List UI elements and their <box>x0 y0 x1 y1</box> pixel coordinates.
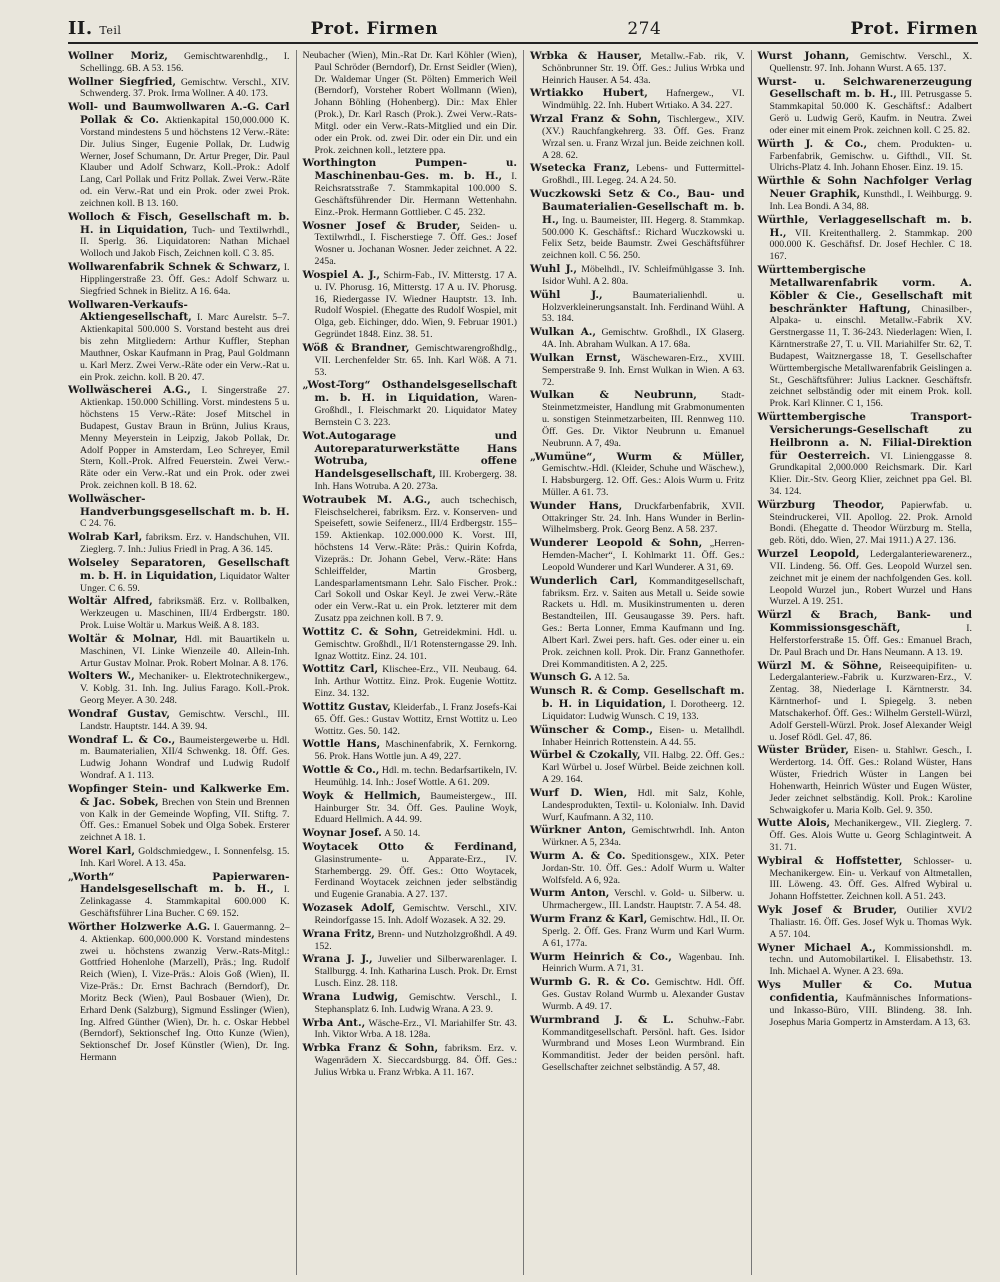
entry-details: Hafnergew., VI. Windmühlg. 22. Inh. Hubert Wrtiako. A 34. 227. <box>542 88 745 112</box>
directory-entry <box>758 264 973 410</box>
directory-entry <box>530 113 745 161</box>
directory-entry <box>530 749 745 785</box>
directory-entry <box>758 904 973 940</box>
page-number: 274 <box>627 19 662 39</box>
directory-entry <box>530 263 745 288</box>
firm-name: Wondraf L. & Co., <box>68 733 176 746</box>
entry-details: C 24. 76. <box>80 518 116 530</box>
entry-details: Schlosser- u. Mechanikergew. Ein- u. Verkauf von Altmetallen, III. Löweng. 43. Öff. Ges. Alfred Wybiral u. Johann Hoffstetter. Zeichnen koll. A 51. 243. <box>769 855 973 903</box>
firm-name: Wottitz Carl, <box>302 663 378 676</box>
entry-details: VI. Linienggasse 8. Grundkapital 2,000.000 Reichsmark. Dir. Karl Klier. Dir.-Stv. Georg Klier, zeichnet ppa Gel. Bl. 34. 124. <box>769 450 972 497</box>
entry-details: Klischee-Erz., VII. Neubaug. 64. Inh. Arthur Wottitz. Einz. Prok. Eugenie Wottitz. Einz. 34. 132. <box>314 664 517 700</box>
directory-entry <box>758 175 973 212</box>
entry-details: Gemischtwrhdl. Inh. Anton Würkner. A 5, 234a. <box>542 825 745 849</box>
directory-entry <box>758 744 973 816</box>
directory-entry <box>530 389 745 449</box>
directory-entry <box>68 384 290 491</box>
entry-details: Brenn- und Nutzholzgroßhdl. A 49. 152. <box>314 928 517 952</box>
directory-entry <box>530 887 745 912</box>
firm-name: Wuhl J., <box>530 263 577 276</box>
entry-details: Brechen von Stein und Brennen von Kalk in der Gemeinde Wopfing, VII. Stiftg. 7. Öff. Ges.: Emanuel Sobek und Olga Sobek. Ersterer zeichnet A 18. 1. <box>80 796 290 844</box>
entry-details: Gemischtw. Verschl., XIV. Schwenderg. 37. Prok. Irma Wollner. A 40. 173. <box>80 76 290 100</box>
entry-details: Gemischtw. Verschl., XIV. Reindorfgasse 15. Inh. Adolf Wozasek. A 32. 29. <box>314 903 517 926</box>
directory-entry <box>530 575 745 671</box>
entry-details: Schuhw.-Fabr. Kommanditgesellschaft. Persönl. haft. Ges. Isidor Wurmbrand und Moses Leon Wurmbrand. Ein Kommanditist. Jeder der beiden persönl. haft. Gesellschafter zeichnet selbständig. A 57, 48. <box>542 1014 745 1074</box>
directory-entry <box>758 50 973 75</box>
entry-details: Gemischtw. Hdl., II. Or. Sperlg. 2. Öff. Ges. Franz Wurm und Karl Wurm. A 61, 177a. <box>542 914 745 949</box>
entry-details: Gemischtw. Verschl., I. Stephansplatz 6. Inh. Ludwig Wrana. A 23. 9. <box>314 991 517 1015</box>
directory-entry <box>68 531 290 556</box>
directory-entry <box>758 979 973 1028</box>
directory-entry <box>303 50 518 156</box>
directory-entry <box>530 451 745 499</box>
firm-name: „Wost-Torg“ Osthandelsgesellschaft m. b. H. in Liquidation, <box>302 379 517 405</box>
entry-details: I. Dorotheerg. 12. Liquidator: Ludwig Wunsch. C 19, 133. <box>542 699 745 722</box>
entry-details: Hdl. m. techn. Bedarfsartikeln, IV. Heumühlg. 14. Inh.: Josef Wottle. A 61. 209. <box>314 765 518 788</box>
entry-details: auch tschechisch, Fleischselcherei, fabriksm. Erz. v. Konserven- und Speisefett, sowie Seifenerz., III/4 Erdbergstr. 155–159. Aktienkap. 102.000.000 K. Vorst. III, höchstens 14 Verw.-Räte: Präs.: Quirin Kofrda, Vizepräs.: Dr. Johann Gebel, Verw.-Räte: Hans Schleiffelder, Martin Grosberg, Landesparlamentsmann Lehr. Salo Fischer. Prok.: Carl Sokoll und Oskar Keyl. Je zwei Verw.-Räte oder ein Verw.-Rat u. ein Prok. letzterer mit dem Zusatz ppa zeichnen koll. B 7. 9. <box>314 494 517 625</box>
directory-entry <box>303 738 518 763</box>
directory-entry <box>303 841 518 901</box>
firm-name: Wolters W., <box>68 670 135 683</box>
firm-name: Würkner Anton, <box>530 824 627 837</box>
section-title-left: Prot. Firmen <box>310 19 439 39</box>
firm-name: Würthle, Verlaggesellschaft m. b. H., <box>757 213 972 239</box>
firm-name: Wünscher & Comp., <box>530 723 653 736</box>
entry-details: Metallw.-Fab. rik, V. Schönbrunner Str. 19. Öff. Ges.: Julius Wrbka und Heinrich Hauser. A 54. 43a. <box>542 51 745 86</box>
entry-details: Maschinenfabrik, X. Fernkorng. 56. Prok. Hans Wottle jun. A 49, 227. <box>314 739 518 763</box>
entry-details: I. Hipplingerstraße 23. Öff. Ges.: Adolf Schwarz u. Siegfried Schnek in Bielitz. A 16. 64a. <box>80 262 290 297</box>
entry-details: Kleiderfab., I. Franz Josefs-Kai 65. Öff. Ges.: Gustav Wottitz, Ernst Wottitz u. Leo Wottitz. Ges. 50. 142. <box>314 701 518 737</box>
directory-entry <box>758 138 973 174</box>
entry-details: Baumeistergew., III. Hainburger Str. 34. Öff. Ges. Pauline Woyk, Eduard Hellmich. A 44. 99. <box>314 790 518 826</box>
directory-entry <box>530 162 745 187</box>
firm-name: Wyner Michael A., <box>757 941 876 954</box>
directory-entry <box>530 500 745 536</box>
directory-entry <box>530 326 745 351</box>
firm-name: Wollwäscherei A.G., <box>68 384 191 397</box>
columns-container <box>68 50 978 1275</box>
directory-entry <box>530 352 745 388</box>
firm-name: Wutte Alois, <box>757 817 831 830</box>
directory-entry <box>758 942 973 978</box>
entry-details: Wagenbau. Inh. Heinrich Wurm. A 71, 31. <box>542 951 745 975</box>
directory-entry <box>68 261 290 297</box>
entry-details: A 50. 14. <box>384 828 421 840</box>
firm-name: Woltär & Molnar, <box>68 632 178 645</box>
directory-entry <box>303 928 518 953</box>
entry-details: Glasinstrumente- u. Apparate-Erz., IV. Starhembergg. 29. Öff. Ges.: Otto Woytacek, Ferdinand Woytacek zeichnen jeder selbständig und Eugenie Granabia. A 27. 137. <box>314 853 517 901</box>
directory-entry <box>303 790 518 826</box>
entry-details: Wäschewaren-Erz., XVIII. Semperstraße 9. Inh. Ernst Wulkan in Wien. A 63. 72. <box>542 352 745 388</box>
entry-details: Waren-Großhdl., I. Fleischmarkt 20. Liquidator Matey Bernstein C 3. 223. <box>314 393 517 428</box>
directory-entry <box>758 548 973 608</box>
entry-details: Eisen- u. Stahlwr. Gesch., I. Werdertorg. 14. Öff. Ges.: Roland Wüster, Hans Wüster, Friedrich Wüster in Langen bei Hohenwarth, Heinrich Wüster und Eugen Wüster, Jeder zeichnet selbständig. Koll. Prok.: Karoline Schwaigkofer u. Maria Kolb. Gel. 9. 350. <box>769 745 972 816</box>
firm-name: Wybiral & Hoffstetter, <box>757 854 903 867</box>
directory-entry <box>530 724 745 749</box>
firm-name: Wottle Hans, <box>302 738 381 751</box>
entry-details: Hdl. mit Bauartikeln u. Maschinen, VI. Linke Wienzeile 40. Allein-Inh. Artur Gustav Molnar. Prok. Robert Molnar. A 8. 176. <box>80 633 290 669</box>
firm-name: Wolrab Karl, <box>68 531 143 544</box>
firm-name: Würzburg Theodor, <box>757 498 885 511</box>
directory-entry <box>530 913 745 949</box>
firm-name: Wurst- u. Selchwarenerzeugung Gesellschaft m. b. H., <box>757 75 972 101</box>
entry-details: Tuch- und Textilwrhdl., II. Sperlg. 36. Liquidatoren: Nathan Michael Wolloch und Jakob Fisch, Zeichnen koll. C 3. 85. <box>80 224 290 260</box>
entry-details: Baumeistergewerbe u. Hdl. m. Baumaterialien, XII/4 Schwenkg. 18. Öff. Ges. Ludwig Johann Wondraf und Ludwig Rudolf Wondraf. A 1. 113. <box>80 734 290 782</box>
entry-details: Verschl. v. Gold- u. Silberw. u. Uhrmachergew., III. Landstr. Hauptstr. 7. A 54. 48. <box>542 888 745 912</box>
directory-entry <box>530 976 745 1012</box>
firm-name: Wörther Holzwerke A.G. <box>68 920 211 933</box>
entry-details: chem. Produkten- u. Farbenfabrik, Gemischw. u. Gifthdl., VII. St. Ulrichs-Platz 4. Inh. Johann Ehoser. Einz. 19. 15. <box>769 138 972 174</box>
firm-name: Wyk Josef & Bruder, <box>757 904 897 917</box>
firm-name: Wollwäscher-Handverbungsgesellschaft m. b. H. <box>68 492 290 518</box>
column-3 <box>523 50 751 1275</box>
volume-label: II. Teil <box>68 18 122 39</box>
entry-details: Wäsche-Erz., VI. Mariahilfer Str. 43. Inh. Viktor Wrba. A 18. 128a. <box>314 1017 517 1041</box>
firm-name: Wühl J., <box>530 288 603 301</box>
directory-entry <box>758 817 973 853</box>
firm-name: Worel Karl, <box>68 845 135 857</box>
directory-entry <box>303 379 518 428</box>
firm-name: Woll- und Baumwollwaren A.-G. Carl Pollak & Co. <box>68 101 290 127</box>
firm-name: Wurm Franz & Karl, <box>530 913 648 926</box>
entry-details: Neubacher (Wien), Min.-Rat Dr. Karl Köhler (Wien), Paul Schröder (Berndorf), Dr. Ernst Seidler (Wien), Dr. Waldemar Unger (St. Pölten) Emmerich Weil (Berndorf), Vorsteher Robert Wollmann (Wien), Johann Böhling (Hohenberg). Dir.: Max Ehler (Prok.), Dr. Karl Rasch (Prok.). Zwei Verw.-Rats-Mitgl. oder ein Verw.-Rats-Mitglied und ein Dir. oder ein Prok. od. zwei Dir. oder ein Dir. und ein Prok. zeichnen koll., letztere ppa. <box>302 50 517 156</box>
entry-details: Juwelier und Silberwarenlager. I. Stallburgg. 4. Inh. Katharina Lusch. Prok. Dr. Ernst Lusch. Einz. 28. 118. <box>314 954 517 990</box>
directory-entry <box>303 953 518 989</box>
entry-details: Stadt-Steinmetzmeister, Handlung mit Grabmonumenten u. sonstigen Steinmetzarbeiten, III. Rennweg 110. Öff. Ges. Dr. Viktor Neubrunn u. Emanuel Neubrunn. A 7, 49a. <box>542 390 745 449</box>
firm-name: Wuczkowski Setz & Co., Bau- und Baumaterialien-Gesellschaft m. b. H., <box>530 188 745 226</box>
directory-entry <box>303 764 518 789</box>
entry-details: III. Petrusgasse 5. Stammkapital 50.000 K. Geschäftsf.: Adalbert Gerö u. Ludwig Gerö, Kaufm. in Neutra. Zwei oder einer mit einem Prok. zeichnen koll. C 25. 82. <box>769 89 972 136</box>
entry-details: Ing. u. Baumeister, III. Hegerg. 8. Stammkap. 500.000 K. Geschäftsf.: Richard Wuczkowski u. Felix Setz, beide Baumstr. Zwei Geschäftsführer zeichnen koll. C 56. 250. <box>542 214 745 262</box>
firm-name: Woytacek Otto & Ferdinand, <box>302 841 517 853</box>
firm-name: Wrzal Franz & Sohn, <box>530 113 662 126</box>
directory-entry <box>303 663 518 699</box>
directory-entry <box>758 76 973 137</box>
firm-name: Wollwarenfabrik Schnek & Schwarz, <box>68 261 281 274</box>
entry-details: Seiden- u. Textilwrhdl., I. Fischerstiege 7. Öff. Ges.: Josef Wosner u. Jochanan Wosner. Jeder zeichnet. A 22. 245a. <box>314 220 517 268</box>
directory-entry <box>530 289 745 325</box>
firm-name: Württembergische Metallwarenfabrik vorm. A. Köbler & Cie., Gesellschaft mit beschränkter Haftung, <box>757 264 972 315</box>
directory-entry <box>758 660 973 744</box>
entry-details: Hdl. mit Salz, Kohle, Landesprodukten, Textil- u. Kolonialw. Inh. David Wurf, Kaufmann. A 32, 110. <box>542 787 745 823</box>
firm-name: Wunsch G. <box>530 671 592 684</box>
directory-entry <box>303 220 518 268</box>
firm-name: Wospiel A. J., <box>302 268 381 281</box>
firm-name: Wurzel Leopold, <box>757 548 860 561</box>
firm-name: Wottle & Co., <box>302 764 380 777</box>
firm-name: Wottitz C. & Sohn, <box>302 625 418 638</box>
firm-name: Wrbka Franz & Sohn, <box>302 1042 439 1055</box>
firm-name: Wopfinger Stein- und Kalkwerke Em. & Jac. Sobek, <box>68 782 290 808</box>
directory-entry <box>68 557 290 594</box>
entry-details: I. Reichsratsstraße 7. Stammkapital 100.000 S. Geschäftsführender Dir. Hermann Wettenhahn. Einz.-Prok. Hermann Gottlieber. C 45. 232. <box>314 171 517 218</box>
directory-entry <box>303 494 518 625</box>
directory-entry <box>530 824 745 849</box>
directory-entry <box>303 701 518 737</box>
entry-details: Outilier XVI/2 Thaliastr. 16. Öff. Ges. Josef Wyk u. Thomas Wyk. A 57. 104. <box>769 905 973 940</box>
entry-details: Gemischtw. Großhdl., IX Glaserg. 4A. Inh. Abraham Wulkan. A 17. 68a. <box>542 327 745 351</box>
column-1 <box>68 50 296 1275</box>
firm-name: „Worth“ Papierwaren-Handelsgesellschaft m. b. H., <box>68 870 290 896</box>
directory-entry <box>758 609 973 658</box>
entry-details: Reiseequipifiten- u. Ledergalanteriew.-Fabrik u. Kurzwaren-Erz., V. Zentag. 38, Niederlage I. Kärntnerstr. 34. Kärntnerhof- und I. Spiegelg. 3. neben Matschakerhof. Öff. Ges.: Wilhelm Gerstell-Würzl, Adolf Gerstell-Würzl. Prok. Josef Alexander Weigl u. Josef Rödl. Gel. 47, 86. <box>769 660 973 743</box>
firm-name: Wrana Ludwig, <box>302 990 399 1003</box>
firm-name: Wurmbrand J. & L. <box>530 1013 674 1026</box>
entry-details: Speditionsgew., XIX. Peter Jordan-Str. 10. Öff. Ges.: Adolf Wurm u. Walter Wolfsfeld. A 6, 92a. <box>542 851 745 886</box>
firm-name: Wollwaren-Verkaufs-Aktiengesellschaft, <box>68 298 192 324</box>
firm-name: Wurm Anton, <box>530 887 610 900</box>
firm-name: Würzl M. & Söhne, <box>757 659 883 672</box>
firm-name: Wollner Moriz, <box>68 50 168 62</box>
page-header <box>68 18 978 44</box>
entry-details: Chinasilber-, Alpaka- u. einschl. Metallw.-Fabrik XV. Gerstnergasse 11, T. 36-243. Niederlagen: Wien, I. Kärntnerstraße 27, T. u. VII. Mariahilfer Str. 62, T. Budapest, Waitznergasse 18, T. Gesellschafter Württembergische Metallwarenfabrik Geislingen a. St., Geschäftsführer: Julius Lackner. Geschäftsfr. zeichnet selbständig oder mit einem Prok. koll. Prok. Karl Klinner. C 1, 156. <box>769 303 972 410</box>
firm-name: Woynar Josef. <box>302 827 382 840</box>
firm-name: Wot.Autogarage und Autoreparaturwerkstätte Hans Wotruba, offene Handelsgesellschaft, <box>302 429 517 481</box>
firm-name: Wunderer Leopold & Sohn, <box>530 537 703 550</box>
entry-details: Eisen- u. Metallhdl. Inhaber Heinrich Rottenstein. A 44. 55. <box>542 724 745 748</box>
firm-name: Würth J. & Co., <box>757 137 868 150</box>
firm-name: Wolloch & Fisch, Gesellschaft m. b. H. in Liquidation, <box>68 210 290 236</box>
firm-name: Wrba Ant., <box>302 1016 366 1029</box>
firm-name: Wöß & Brandner, <box>302 341 410 354</box>
entry-details: Tischlergew., XIV. (XV.) Rauchfangkehrerg. 33. Öff. Ges. Franz Wrzal sen. u. Franz Wrzal jun. Beide zeichnen koll. A 28. 62. <box>542 114 745 161</box>
entry-details: Liquidator Walter Unger. C 6. 59. <box>80 570 290 594</box>
entry-details: Gemischtw. Verschl., X. Quellenstr. 97. Inh. Johann Wurst. A 65. 137. <box>769 51 973 74</box>
entry-details: VII. Halbg. 22. Öff. Ges.: Karl Würbel u. Josef Würbel. Beide zeichnen koll. A 29. 164. <box>542 750 745 786</box>
entry-details: Gemischtw. Verschl., III. Landstr. Hauptstr. 144. A 39. 94. <box>80 708 290 732</box>
entry-details: I. Gauermanng. 2–4. Aktienkap. 600,000.000 K. Vorstand mindestens zwei u. höchstens zwanzig Verw.-Rats-Mitgl.: Gottfried Hohenlohe (Marzell), Präs.; Ing. Rudolf Reich (Wien), I. Vize-Präs.: Alois Goß (Wien), II. Vize-Präs.: Dr. Ernst Bachrach (Berndorf), Dr. Moritz Beck (Wien), Paul Bosbauer (Wien), Dr. Erhard Denk (Salzburg), Sigmund Esslinger (Wien), Ing. Alfred Günther (Wien), Dr. h. c. Oskar Hebbel (Berndorf), Sektionschef Ing. Otto Kunze (Wien), Sektionschef Dr. Josef Künstler (Wien), Dr. Ing. Hermann <box>80 921 290 1064</box>
entry-details: fabriksm. Erz. v. Wagenrädern X. Sieccardsburgg. 84. Öff. Ges.: Julius Wrbka u. Franz Wrbka. A 11. 167. <box>314 1043 518 1078</box>
directory-entry <box>68 595 290 631</box>
entry-details: Baumaterialienhdl. u. Holzverkleinerungsanstalt. Inh. Ferdinand Wühl. A 53. 184. <box>542 289 745 325</box>
firm-name: Wulkan Ernst, <box>530 351 621 364</box>
directory-entry <box>303 157 518 218</box>
directory-entry <box>303 1042 518 1078</box>
entry-details: Lebens- und Futtermittel-Großhdl., III. Legeg. 24. A 24. 50. <box>542 163 745 187</box>
directory-entry <box>68 871 290 920</box>
firm-name: Wotraubek M. A.G., <box>302 493 431 506</box>
directory-entry <box>758 855 973 903</box>
firm-name: Wottitz Gustav, <box>302 700 391 713</box>
section-title-right: Prot. Firmen <box>850 19 978 39</box>
firm-name: Wunder Hans, <box>530 499 623 512</box>
entry-details: fabriksmäß. Erz. v. Rollbalken, Werkzeugen u. Maschinen, III/4 Erdbergstr. 180. Prok. Luise Woltär u. Markus Weiß. A 8. 183. <box>80 596 290 632</box>
entry-details: Druckfarbenfabrik, XVII. Ottakringer Str. 24. Inh. Hans Wunder in Berlin-Wilhelmsberg. Prok. Georg Benz. A 58. 237. <box>542 500 745 536</box>
entry-details: Kunsthdl., I. Weihburgg. 9. Inh. Lea Bondi. A 34, 88. <box>769 189 973 212</box>
directory-entry <box>303 991 518 1016</box>
firm-name: Wsetecka Franz, <box>530 162 630 175</box>
entry-details: Gemischtw. Hdl. Öff. Ges. Gustav Roland Wurmb u. Alexander Gustav Wurmb. A 49. 17. <box>542 977 745 1012</box>
directory-entry <box>68 50 290 75</box>
directory-entry <box>530 537 745 573</box>
entry-details: Mechanikergew., VII. Zieglerg. 7. Öff. Ges. Alois Wutte u. Georg Schlagintweit. A 31. 71. <box>769 818 973 853</box>
firm-name: Wolseley Separatoren, Gesellschaft m. b. H. in Liquidation, <box>68 556 290 582</box>
directory-entry <box>530 850 745 886</box>
firm-name: Wurf D. Wien, <box>530 786 628 799</box>
column-4 <box>751 50 979 1275</box>
firm-name: Wurmb G. R. & Co. <box>530 976 650 989</box>
directory-entry <box>758 499 973 547</box>
entry-details: Ledergalanteriewarenerz., VII. Lindeng. 56. Off. Ges. Leopold Wurzel sen. zeichnet mit je einem der nachfolgenden Ges. koll. Leopold Wurzel jun., Robert Wurzel und Hans Wurzel. A 19. 251. <box>769 549 972 608</box>
directory-entry <box>530 951 745 976</box>
firm-name: Wurm Heinrich & Co., <box>530 950 672 963</box>
directory-entry <box>530 787 745 823</box>
firm-name: Worthington Pumpen- u. Maschinenbau-Ges. m. b. H., <box>302 157 517 183</box>
directory-entry <box>68 734 290 782</box>
directory-entry <box>68 299 290 384</box>
firm-name: Wrana Fritz, <box>302 927 375 940</box>
directory-entry <box>68 211 290 260</box>
entry-details: fabriksm. Erz. v. Handschuhen, VII. Zieglerg. 7. Inh.: Julius Friedl in Prag. A 36. 145. <box>80 532 290 556</box>
firm-name: Wys Muller & Co. Mutua confidentia, <box>757 979 972 1004</box>
entry-details: VII. Kreitenthallerg. 2. Stammkap. 200 000.000 K. Geschäftsf. Dr. Josef Hechler. C 18. 167. <box>769 227 972 263</box>
firm-name: Wosner Josef & Bruder, <box>302 219 461 232</box>
entry-details: Schirm-Fab., IV. Mitterstg. 17 A. u. IV. Phorusg. 16, Mitterstg. 17 A u. IV. Phorusg. 16, Riedergasse IV. Wiedner Hauptstr. 13. Inh. Rudolf Wospiel. (Ehegatte des Rudolf Wospiel, mit Olga, geb. Eichinger, ddo. Wien, 9. Februar 1901.) Gegründet 1848. Einz. 38. 51. <box>314 269 517 341</box>
entry-details: I. Helferstorferstraße 15. Öff. Ges.: Emanuel Brach, Dr. Paul Brach und Dr. Hans Neumann. A 13. 19. <box>769 623 972 658</box>
entry-details: „Herren-Hemden-Macher“, I. Kohlmarkt 11. Öff. Ges.: Leopold Wunderer und Karl Wunderer. A 31, 69. <box>542 538 745 573</box>
column-2 <box>296 50 524 1275</box>
entry-details: I. Singerstraße 27. Aktienkap. 150.000 Schilling. Vorst. mindestens 5 u. höchstens 15 Verw.-Räte: Josef Mitschel in Budapest, Gustav Braun in Brünn, Julius Kraus, Menny Meyerstein in Leipzig, Jakob Pollak, Dr. Adolf Popper in Amsterdam, Leo Schreyer, Emil Stern, Koll.-Prok. Alfred Feuerstein. Zwei Verw.-Räte oder ein Verw.-Rat und ein Prok. oder zwei Prok. zeichnen koll. B 18. 62. <box>80 385 290 491</box>
directory-entry <box>68 633 290 669</box>
firm-name: Wüster Brüder, <box>757 744 849 757</box>
entry-details: Gemischtwarengroßhdlg., VII. Lerchenfelder Str. 65. Inh. Karl Wöß. A 71. 53. <box>314 342 517 378</box>
entry-details: Gemischtwarenhdlg., I. Schellingg. 6B. A 53. 156. <box>80 51 290 74</box>
directory-entry <box>303 902 518 927</box>
directory-entry <box>68 845 290 870</box>
firm-name: Wulkan A., <box>530 326 597 339</box>
directory-entry <box>530 1014 745 1074</box>
directory-entry <box>68 708 290 733</box>
directory-entry <box>530 671 745 684</box>
directory-entry <box>530 188 745 262</box>
firm-name: Wunderlich Carl, <box>530 574 638 587</box>
entry-details: Aktienkapital 150,000.000 K. Vorstand mindestens 5 und höchstens 12 Verw.-Räte: Dir. Julius Singer, Eugenie Pollak, Dr. Ludwig Werner, Josef Schumann, Dr. Artur Preger, Dir. Paul Klauber und Adolf Schwarz, Koll.-Prok.: Adolf Lang, Carl Pollak und Fritz Pollak. Zwei Verw.-Räte od. ein Verw.-Rat und ein Prok. oder zwei Prok. zeichnen koll. B 13. 160. <box>80 115 290 209</box>
directory-entry <box>68 76 290 101</box>
directory-entry <box>68 670 290 706</box>
firm-name: Wrtiakko Hubert, <box>530 87 648 100</box>
directory-entry <box>303 430 518 493</box>
directory-entry <box>303 269 518 341</box>
directory-entry <box>303 827 518 840</box>
directory-entry <box>68 493 290 530</box>
directory-entry <box>68 101 290 209</box>
firm-name: Wondraf Gustav, <box>68 707 170 720</box>
firm-name: Woltär Alfred, <box>68 595 153 608</box>
firm-name: Würzl & Brach, Bank- und Kommissionsgeschäft, <box>757 609 972 635</box>
firm-name: Wunsch R. & Comp. Gesellschaft m. b. H. in Liquidation, <box>530 685 745 711</box>
firm-name: Wurm A. & Co. <box>530 850 626 862</box>
directory-entry <box>68 921 290 1064</box>
directory-entry <box>758 411 973 498</box>
firm-name: Woyk & Hellmich, <box>302 789 421 802</box>
firm-name: Wurst Johann, <box>757 50 850 62</box>
firm-name: Wollner Siegfried, <box>68 75 176 88</box>
firm-name: Wrbka & Hauser, <box>530 50 642 62</box>
entry-details: Gemischtw.-Hdl. (Kleider, Schuhe und Wäschew.), I. Habsburgerg. 12. Off. Ges.: Alois Wurm u. Fritz Müller. A 61. 73. <box>542 463 745 498</box>
entry-details: III. Krobergerg. 38. Inh. Hans Wotruba. A 20. 273a. <box>314 469 517 492</box>
directory-entry <box>530 87 745 112</box>
directory-entry <box>303 342 518 378</box>
firm-name: Wozasek Adolf, <box>302 902 396 915</box>
firm-name: Württembergische Transport-Versicherungs-Gesellschaft zu Heilbronn a. N. Filial-Direktion für Oesterreich. <box>757 411 972 462</box>
directory-entry <box>303 1017 518 1042</box>
firm-name: Wulkan & Neubrunn, <box>530 389 697 402</box>
entry-details: Papierwfab. u. Steindruckerei, VII. Apollog. 22. Prok. Arnold Bondi. (Ehegatte d. Theodor Würzburg m. Stella, geb. Röti, ddo. Wien, 27. Mai 1911.) A 27. 136. <box>769 499 972 547</box>
entry-details: Getreidekmini. Hdl. u. Gemischtw. Großhdl., II/1 Rotensterngasse 29. Inh. Ignaz Wottitz. Einz. 24. 101. <box>314 626 517 662</box>
entry-details: Möbelhdl., IV. Schleifmühlgasse 3. Inh. Isidor Wuhl. A 2. 80a. <box>542 264 745 287</box>
directory-entry <box>303 626 518 662</box>
entry-details: I. Zelinkagasse 4. Stammkapital 600.000 K. Geschäftsführer Lina Bucher. C 69. 152. <box>80 884 290 920</box>
firm-name: Würthle & Sohn Nachfolger Verlag Neuer Graphik, <box>757 175 972 201</box>
firm-name: Wrana J. J., <box>302 953 373 966</box>
entry-details: Goldschmiedgew., I. Sonnenfelsg. 15. Inh. Karl Worel. A 13. 45a. <box>80 846 290 869</box>
directory-entry <box>68 783 290 844</box>
firm-name: „Wumüne“, Wurm & Müller, <box>530 450 745 463</box>
entry-details: Mechaniker- u. Elektrotechnikergew., V. Koblg. 31. Inh. Ing. Julius Farago. Koll.-Prok. Georg Meyer. A 30. 248. <box>80 671 290 707</box>
entry-details: Kommissionshdl. m. techn. und Automobilartikel. I. Elisabethstr. 13. Inh. Michael A. Wyner. A 23. 69a. <box>769 942 972 978</box>
entry-details: Kaufmännisches Informations- und Inkasso-Büro, VIII. Blindeng. 38. Inh. Josephus Maria Gompertz in Amsterdam. A 13, 63. <box>769 992 972 1028</box>
entry-details: Kommanditgesellschaft, fabriksm. Erz. v. Saiten aus Metall u. Seide sowie Rackets u. Hdl. m. Musikinstrumenten u. deren Bestandteilen, III. Geusaugasse 39. Pers. haft. Ges.: Berta Lonner, Emma Kaufmann und Ing. Albert Karl. Zwei pers. haft. Ges. oder einer u. ein Prok. zeichnen koll. Prok. Dir. Franz Gannethofer. Drei Kommanditisten. A 2, 225. <box>542 575 745 670</box>
firm-name: Würbel & Czokally, <box>530 749 641 762</box>
directory-entry <box>530 685 745 722</box>
entry-details: A 12. 5a. <box>594 672 630 684</box>
directory-entry <box>758 214 973 263</box>
directory-entry <box>530 50 745 86</box>
entry-details: I. Marc Aurelstr. 5–7. Aktienkapital 500.000 S. Vorstand besteht aus drei bis zehn Mitgliedern: Arthur Kuffler, Stephan Mauthner, Oskar Kaufmann in Prag, Paul Goldmann u. Karl Merz. Zwei Verw.-Räte oder ein Verw.-Rat u. ein Prok. zeichn. koll. B 20. 47. <box>80 312 290 383</box>
